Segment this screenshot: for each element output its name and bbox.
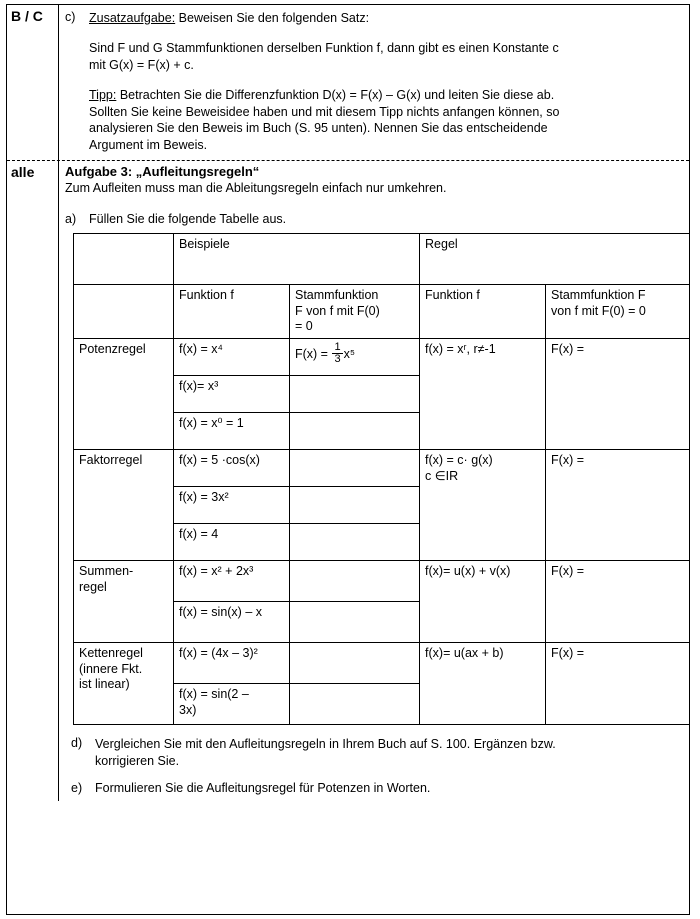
- task-c-tip-3: analysieren Sie den Beweis im Buch (S. 95 unten). Nennen Sie das entscheidende: [89, 121, 548, 136]
- example-f-line2: 3x): [179, 702, 197, 717]
- example-F-blank[interactable]: [290, 375, 420, 412]
- example-f: f(x) = (4x – 3)²: [174, 642, 290, 683]
- example-f: [174, 683, 290, 724]
- task-row-3: [7, 161, 689, 801]
- task-c-content: [89, 10, 681, 154]
- table-group-beispiele: Beispiele: [174, 234, 420, 285]
- rule-name-line2: regel: [79, 579, 107, 594]
- example-F-blank[interactable]: [290, 601, 420, 642]
- table-row: [74, 642, 690, 683]
- stammfunktion-2-line2: von f mit F(0) = 0: [551, 303, 646, 318]
- task-c-tag: B / C: [7, 5, 59, 160]
- example-f: f(x) = x⁰ = 1: [174, 412, 290, 449]
- rule-f-potenzregel: f(x) = xʳ, r≠-1: [420, 338, 546, 449]
- table-header-stammfunktion-1: [290, 285, 420, 339]
- task-3-item-a: [65, 212, 690, 226]
- rule-f-faktorregel: [420, 449, 546, 560]
- table-group-header-row: [74, 234, 690, 285]
- table-header-funktion-f-1: Funktion f: [174, 285, 290, 339]
- rule-name-potenzregel: Potenzregel: [74, 338, 174, 449]
- example-F-blank[interactable]: [290, 560, 420, 601]
- example-F-blank[interactable]: [290, 412, 420, 449]
- fraction-denominator: 3: [334, 352, 341, 365]
- task-3-item-d-text: [95, 736, 682, 770]
- rule-f-summenregel: f(x)= u(x) + v(x): [420, 560, 546, 642]
- example-f: f(x) = sin(x) – x: [174, 601, 290, 642]
- task-3-body: [59, 161, 698, 801]
- task-3-item-d-label: d): [71, 735, 83, 750]
- spacer: [89, 27, 681, 40]
- task-c-tip-2: Sollten Sie keine Beweisidee haben und mit diesem Tipp nichts anfangen können, so: [89, 104, 560, 119]
- task-c-statement-2: mit G(x) = F(x) + c.: [89, 57, 194, 72]
- rule-f-kettenregel: f(x)= u(ax + b): [420, 642, 546, 724]
- rule-f-line2: c ∈IR: [425, 468, 459, 483]
- task-3-item-a-label: a): [65, 212, 77, 226]
- task-3-item-d: [71, 736, 682, 770]
- rule-F-summenregel: F(x) =: [546, 560, 690, 642]
- task-c-tip-line: [89, 87, 681, 104]
- task-3-lead: Zum Aufleiten muss man die Ableitungsregeln einfach nur umkehren.: [65, 181, 447, 196]
- task-row-c: [7, 5, 689, 161]
- example-f-line1: f(x) = sin(2 –: [179, 686, 249, 701]
- table-row: [74, 449, 690, 486]
- task-3-item-e-label: e): [71, 780, 83, 795]
- worksheet-border: [6, 4, 690, 915]
- task-c-statement-1: Sind F und G Stammfunktionen derselben Funktion f, dann gibt es einen Konstante c: [89, 40, 559, 55]
- task-3-item-d-line2: korrigieren Sie.: [95, 753, 180, 768]
- rule-F-potenzregel: F(x) =: [546, 338, 690, 449]
- example-f: f(x) = 4: [174, 523, 290, 560]
- stammfunktion-1-line3: = 0: [295, 319, 313, 334]
- example-F-blank[interactable]: [290, 683, 420, 724]
- rule-f-line1: f(x) = c· g(x): [425, 452, 493, 467]
- task-c-tip-1: Betrachten Sie die Differenzfunktion D(x) = F(x) – G(x) und leiten Sie diese ab.: [119, 87, 555, 102]
- task-c-label: c): [65, 10, 76, 24]
- example-f: f(x) = x⁴: [174, 338, 290, 375]
- example-f: f(x)= x³: [174, 375, 290, 412]
- task-c-heading-line: [89, 10, 681, 27]
- rule-F-faktorregel: F(x) =: [546, 449, 690, 560]
- task-c-body: [59, 5, 689, 160]
- stammfunktion-2-line1: Stammfunktion F: [551, 288, 646, 302]
- spacer: [89, 74, 681, 87]
- example-F-blank[interactable]: [290, 449, 420, 486]
- example-F-blank[interactable]: [290, 523, 420, 560]
- stammfunktion-1-line1: Stammfunktion: [295, 288, 379, 302]
- task-3-title: Aufgabe 3: „Aufleitungsregeln“: [65, 164, 260, 180]
- rule-name-line1: Kettenregel: [79, 645, 143, 660]
- task-3-item-e: [71, 781, 682, 795]
- example-f: f(x) = x² + 2x³: [174, 560, 290, 601]
- rule-name-line2: (innere Fkt.: [79, 661, 143, 676]
- example-f: f(x) = 3x²: [174, 486, 290, 523]
- table-row: [74, 338, 690, 375]
- task-c-tip-label: Tipp:: [89, 87, 117, 102]
- task-3-tag: alle: [7, 161, 59, 801]
- task-c-heading: Zusatzaufgabe:: [89, 11, 176, 25]
- table-header-empty: [74, 285, 174, 339]
- fraction-one-third: [332, 342, 342, 365]
- aufleitungsregeln-table: [73, 233, 690, 725]
- task-3-tail: [65, 736, 690, 795]
- rule-name-kettenregel: [74, 642, 174, 724]
- table-row: [74, 560, 690, 601]
- task-3-item-d-line1: Vergleichen Sie mit den Aufleitungsregeln in Ihrem Buch auf S. 100. Ergänzen bzw.: [95, 736, 556, 751]
- rule-name-summenregel: [74, 560, 174, 642]
- example-F-blank[interactable]: [290, 486, 420, 523]
- table-col-header-row: [74, 285, 690, 339]
- task-c-item: [65, 10, 681, 154]
- rule-name-line1: Summen-: [79, 563, 134, 578]
- table-corner-cell: [74, 234, 174, 285]
- task-3-item-a-text: Füllen Sie die folgende Tabelle aus.: [89, 212, 287, 226]
- page-bottom-space: [7, 801, 689, 914]
- table-group-regel: Regel: [420, 234, 690, 285]
- spacer: [65, 197, 690, 210]
- stammfunktion-1-line2: F von f mit F(0): [295, 303, 380, 318]
- example-F-with-fraction: [290, 338, 420, 375]
- example-F-suffix: x⁵: [343, 347, 356, 362]
- table-header-funktion-f-2: Funktion f: [420, 285, 546, 339]
- table-header-stammfunktion-2: [546, 285, 690, 339]
- task-c-heading-rest: Beweisen Sie den folgenden Satz:: [178, 11, 370, 25]
- rule-F-kettenregel: F(x) =: [546, 642, 690, 724]
- example-f: f(x) = 5 ·cos(x): [174, 449, 290, 486]
- example-F-blank[interactable]: [290, 642, 420, 683]
- task-3-item-e-text: Formulieren Sie die Aufleitungsregel für Potenzen in Worten.: [95, 780, 431, 795]
- task-c-tip-4: Argument im Beweis.: [89, 138, 208, 153]
- rule-name-line3: ist linear): [79, 677, 130, 692]
- fraction-numerator: 1: [334, 340, 341, 353]
- rule-name-faktorregel: Faktorregel: [74, 449, 174, 560]
- example-F-prefix: F(x) =: [295, 347, 332, 362]
